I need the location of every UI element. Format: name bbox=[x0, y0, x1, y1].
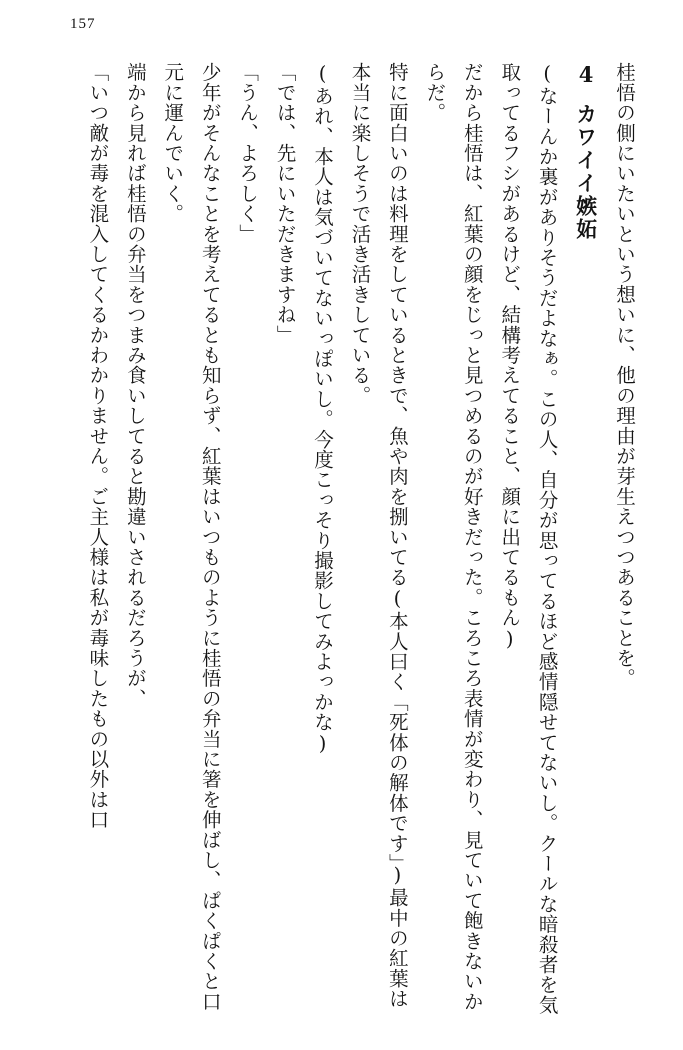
paragraph: だから桂悟は、紅葉の顔をじっと見つめるのが好きだった。ころころ表情が変わり、見ていて飽きないからだ。 bbox=[423, 62, 484, 1012]
lead-paragraph: 桂悟の側にいたいという想いに、他の理由が芽生えつつあることを。 bbox=[613, 62, 636, 689]
paragraph: (あれ、本人は気づいてないっぽいし。今度こっそり撮影してみよっかな) bbox=[311, 62, 335, 756]
paragraph: 端から見れば桂悟の弁当をつまみ食いしてると勘違いされるだろうが、 bbox=[123, 62, 147, 709]
paragraph: 少年がそんなことを考えてるとも知らず、紅葉はいつものように桂悟の弁当に箸を伸ばし、ぱくぱくと口元に運んでいく。 bbox=[161, 62, 222, 1012]
chapter-heading bbox=[566, 62, 606, 1028]
chapter-number: 4 bbox=[573, 62, 599, 89]
page-body-text bbox=[40, 62, 643, 1028]
paragraph: 特に面白いのは料理をしているときで、魚や肉を捌いてる(本人曰く「死体の解体です」)最中の紅葉は本当に楽しそうで活き活きしている。 bbox=[348, 62, 409, 1009]
paragraph: 「では、先にいただきますね」 bbox=[273, 62, 297, 345]
page-number: 157 bbox=[70, 16, 96, 32]
chapter-title: カワイイ嫉妬 bbox=[573, 103, 599, 241]
paragraph: (なーんか裏がありそうだよなぁ。この人、自分が思ってるほど感情隠せてないし。クールな暗殺者を気取ってるフシがあるけど、結構考えてること、顔に出てるもん) bbox=[498, 62, 559, 1015]
paragraph: 「いつ敵が毒を混入してくるかわかりません。ご主人様は私が毒味したもの以外は口 bbox=[86, 62, 110, 830]
paragraph: 「うん、よろしく」 bbox=[236, 62, 260, 244]
